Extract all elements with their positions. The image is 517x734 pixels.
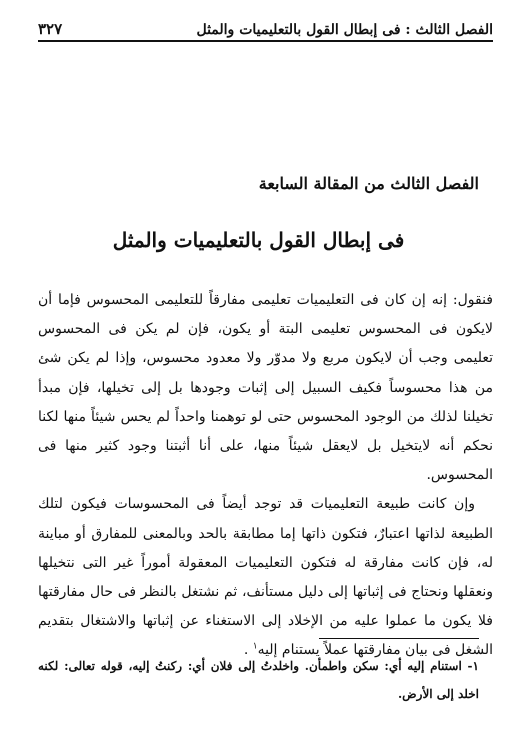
- footnote: ١- استنام إليه أي: سكن واطمأن. واخلدتُ إلى فلان أي: ركنتُ إليه، قوله تعالى: لكنه اخلد إلى الأرض.: [38, 659, 479, 701]
- paragraph-1-text: فنقول: إنه إن كان فى التعليميات تعليمى مفارقاً للتعليمى المحسوس فإما أن لايكون فى المحسوس تعليمى البتة أو يكون، فإن لم يكن فى المحسوس تعليمى وجب أن لايكون مربع ولا مدوّر ولا معدود محسوس، وإذا لم يكن شئ من هذا محسوساً فكيف السبيل إلى إثبات وجودها بل إلى تخيلها، فإن مبدأ تخيلنا لذلك من الوجود المحسوس حتى لو توهمنا واحداً لم يحس شيئاً منها لكنا نحكم أنه لايتخيل بل لايعقل شيئاً منها، على أنا أثبتنا وجود كثير منها فى المحسوس.: [38, 292, 493, 484]
- running-header: [38, 12, 493, 38]
- paragraph-1: [38, 286, 493, 490]
- footnote-marker: ١: [252, 641, 258, 652]
- page-number: ٣٢٧: [38, 20, 63, 38]
- paragraph-2: وإن كانت طبيعة التعليميات قد توجد أيضاً فى المحسوسات فيكون لتلك الطبيعة لذاتها اعتبارٌ، فتكون ذاتها إما مطابقة بالحد وبالمعنى للمفارق أو مباينة له، فإن كانت مفارقة له فتكون التعليميات المعقولة أموراً غير التى نتخيلها ونعقلها ونحتاج فى إثباتها إلى دليل مستأنف، ثم نشتغل بالنظر فى حال مفارقتها فلا يكون ما عملوا عليه من الإخلاد إلى الاستغناء عن إثباتها والاشتغال بتقديم الشغل فى بيان مفارقتها عملاً يستنام إليه$^١$ .: [38, 496, 493, 659]
- chapter-title: فى إبطال القول بالتعليميات والمثل: [112, 228, 405, 252]
- header-rule: [38, 40, 493, 42]
- footnote-rule: [319, 638, 479, 639]
- paragraph-2-text: وإن كانت طبيعة التعليميات قد توجد أيضاً فى المحسوسات فيكون لتلك الطبيعة لذاتها اعتبارٌ، فتكون ذاتها إما مطابقة بالحد وبالمعنى للمفارق أو مباينة له، فإن كانت مفارقة له فتكون التعليميات المعقولة أموراً غير التى نتخيلها ونعقلها ونحتاج فى إثباتها إلى دليل مستأنف، ثم نشتغل بالنظر فى حال مفارقتها فلا يكون ما عملوا عليه من الإخلاد إلى الاستغناء عن إثباتها والاشتغال بتقديم الشغل فى بيان مفارقتها عملاً يستنام إليه: [38, 496, 493, 659]
- chapter-heading: الفصل الثالث من المقالة السابعة: [258, 174, 479, 193]
- body-text: [38, 286, 493, 666]
- running-title: الفصل الثالث : فى إبطال القول بالتعليميات والمثل: [196, 22, 493, 38]
